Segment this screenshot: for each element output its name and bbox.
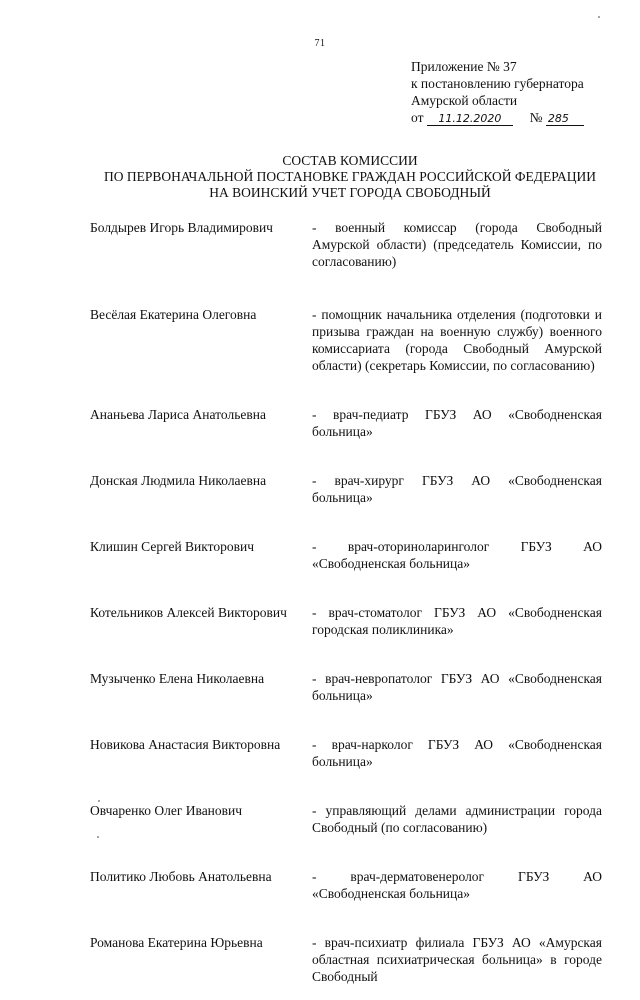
member-role: - врач-психиатр филиала ГБУЗ АО «Амурская областная психиатрическая больница» в городе Свободный: [312, 935, 602, 984]
member-role: - врач-невропатолог ГБУЗ АО «Свободненская больница»: [312, 671, 602, 703]
member-name: Котельников Алексей Викторович: [90, 605, 287, 620]
number-prefix: №: [529, 110, 543, 125]
member-name: Политико Любовь Анатольевна: [90, 869, 272, 884]
commission-members-list: [90, 219, 602, 1000]
member-role: - врач-хирург ГБУЗ АО «Свободненская больница»: [312, 473, 602, 505]
member-name: Романова Екатерина Юрьевна: [90, 935, 263, 950]
scan-speck: [97, 836, 99, 838]
handwritten-number: 285: [546, 112, 584, 126]
member-row: [90, 219, 602, 270]
appendix-number: Приложение № 37: [411, 59, 517, 74]
member-name: Донская Людмила Николаевна: [90, 473, 267, 488]
date-prefix: от: [411, 110, 424, 125]
appendix-decree: к постановлению губернатора: [411, 76, 584, 91]
member-row: [90, 406, 602, 440]
member-row: [90, 934, 602, 985]
member-name: Весёлая Екатерина Олеговна: [90, 307, 257, 322]
member-name: Клишин Сергей Викторович: [90, 539, 255, 554]
member-row: [90, 472, 602, 506]
member-row: [90, 306, 602, 374]
member-name: Новикова Анастасия Викторовна: [90, 737, 281, 752]
document-title: [60, 153, 640, 201]
member-role: - врач-дерматовенеролог ГБУЗ АО «Свободненская больница»: [312, 869, 602, 901]
member-row: [90, 538, 602, 572]
member-role: - военный комиссар (города Свободный Амурской области) (председатель Комиссии, по согласованию): [312, 220, 602, 269]
scan-speck: [598, 16, 600, 18]
member-name: Музыченко Елена Николаевна: [90, 671, 265, 686]
member-row: [90, 736, 602, 770]
title-line-3: НА ВОИНСКИЙ УЧЕТ ГОРОДА СВОБОДНЫЙ: [209, 185, 491, 200]
member-row: [90, 802, 602, 836]
member-role: - помощник начальника отделения (подготовки и призыва граждан на военную службу) военного комиссариата (города Свободный Амурской области) (секретарь Комиссии, по согласованию): [312, 307, 602, 373]
member-role: - врач-нарколог ГБУЗ АО «Свободненская больница»: [312, 737, 602, 769]
member-name: Ананьева Лариса Анатольевна: [90, 407, 266, 422]
scan-speck: [98, 800, 100, 802]
member-name: Овчаренко Олег Иванович: [90, 803, 243, 818]
appendix-region: Амурской области: [411, 93, 518, 108]
member-name: Болдырев Игорь Владимирович: [90, 220, 273, 235]
title-line-2: ПО ПЕРВОНАЧАЛЬНОЙ ПОСТАНОВКЕ ГРАЖДАН РОССИЙСКОЙ ФЕДЕРАЦИИ: [103, 169, 597, 184]
title-line-1: СОСТАВ КОМИССИИ: [282, 153, 418, 168]
member-role: - врач-стоматолог ГБУЗ АО «Свободненская городская поликлиника»: [312, 605, 602, 637]
member-row: [90, 604, 602, 638]
appendix-date-line: [411, 109, 626, 126]
member-role: - врач-педиатр ГБУЗ АО «Свободненская больница»: [312, 407, 602, 439]
member-row: [90, 868, 602, 902]
member-role: - управляющий делами администрации города Свободный (по согласованию): [312, 803, 602, 835]
member-row: [90, 670, 602, 704]
appendix-header: [411, 58, 626, 126]
member-role: - врач-оториноларинголог ГБУЗ АО «Свободненская больница»: [312, 539, 602, 571]
handwritten-date: 11.12.2020: [427, 112, 513, 126]
page-number: 71: [314, 38, 326, 49]
